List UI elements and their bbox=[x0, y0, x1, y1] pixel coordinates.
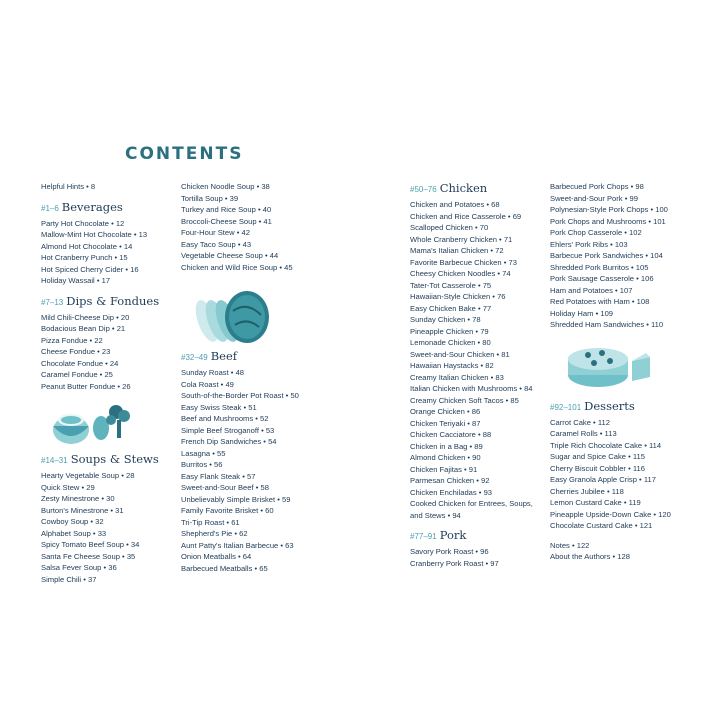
toc-entry[interactable]: Beef and Mushrooms • 52 bbox=[181, 414, 269, 423]
section-title: Dips & Fondues bbox=[66, 293, 160, 308]
section-number: #14–31 bbox=[41, 456, 68, 465]
toc-entry[interactable]: Chicken and Potatoes • 68 bbox=[410, 200, 500, 209]
section-heading-desserts[interactable] bbox=[550, 399, 685, 415]
desserts-list bbox=[550, 417, 685, 532]
toc-entry[interactable]: Cola Roast • 49 bbox=[181, 379, 234, 389]
toc-entry[interactable]: Sunday Roast • 48 bbox=[181, 368, 245, 377]
toc-entry[interactable]: Chocolate Custard Cake • 121 bbox=[550, 521, 653, 530]
beef-list bbox=[181, 367, 311, 574]
toc-entry[interactable]: Hot Cranberry Punch • 15 bbox=[41, 253, 128, 262]
toc-entry[interactable]: Caramel Rolls • 113 bbox=[550, 429, 617, 438]
toc-column-2 bbox=[181, 181, 311, 574]
toc-entry[interactable]: Cooked Chicken for Entrees, Soups, and Stews • 94 bbox=[410, 499, 533, 520]
toc-entry[interactable]: Chicken Noodle Soup • 38 bbox=[181, 182, 270, 191]
toc-entry[interactable]: About the Authors • 128 bbox=[550, 552, 630, 561]
toc-entry[interactable]: Pork Sausage Casserole • 106 bbox=[550, 274, 654, 283]
toc-entry[interactable]: Shepherd's Pie • 62 bbox=[181, 529, 248, 538]
toc-entry[interactable]: Hawaiian Haystacks • 82 bbox=[410, 361, 494, 370]
toc-entry[interactable]: Hearty Vegetable Soup • 28 bbox=[41, 471, 135, 480]
toc-entry[interactable]: Onion Meatballs • 64 bbox=[181, 552, 252, 561]
toc-entry[interactable]: Burton's Minestrone • 31 bbox=[41, 505, 124, 515]
toc-entry[interactable]: Easy Granola Apple Crisp • 117 bbox=[550, 475, 656, 484]
pork-continued-list bbox=[550, 181, 685, 331]
toc-column-1 bbox=[41, 181, 176, 585]
toc-entry[interactable]: Peanut Butter Fondue • 26 bbox=[41, 381, 131, 391]
toc-entry[interactable]: Pineapple Upside-Down Cake • 120 bbox=[550, 509, 671, 519]
toc-entry[interactable]: Sunday Chicken • 78 bbox=[410, 315, 481, 324]
toc-entry[interactable]: Lemonade Chicken • 80 bbox=[410, 338, 491, 347]
section-title: Chicken bbox=[439, 181, 488, 195]
toc-entry[interactable]: Aunt Patty's Italian Barbecue • 63 bbox=[181, 540, 294, 550]
toc-entry[interactable]: Santa Fe Cheese Soup • 35 bbox=[41, 551, 136, 561]
section-heading-beverages[interactable] bbox=[41, 200, 176, 216]
section-number: #77–91 bbox=[410, 532, 437, 541]
toc-entry[interactable]: Cherry Biscuit Cobbler • 116 bbox=[550, 463, 645, 473]
toc-entry[interactable]: Pork Chops and Mushrooms • 101 bbox=[550, 216, 666, 226]
cake-illustration bbox=[550, 337, 685, 397]
toc-entry[interactable]: Alphabet Soup • 33 bbox=[41, 528, 107, 538]
soup-illustration bbox=[41, 396, 176, 450]
toc-entry[interactable]: Barbecued Meatballs • 65 bbox=[181, 563, 268, 573]
toc-entry[interactable]: Pineapple Chicken • 79 bbox=[410, 326, 489, 336]
toc-entry[interactable]: Lemon Custard Cake • 119 bbox=[550, 498, 641, 507]
toc-entry[interactable]: Turkey and Rice Soup • 40 bbox=[181, 205, 272, 214]
toc-entry[interactable]: Simple Chili • 37 bbox=[41, 574, 97, 584]
chicken-list bbox=[410, 199, 545, 521]
toc-entry[interactable]: Almond Hot Chocolate • 14 bbox=[41, 241, 133, 251]
dips-list bbox=[41, 312, 176, 393]
toc-entry[interactable]: Burritos • 56 bbox=[181, 460, 223, 469]
pork-list bbox=[410, 546, 545, 569]
toc-entry[interactable]: Sugar and Spice Cake • 115 bbox=[550, 452, 645, 461]
soups-continued-list bbox=[181, 181, 311, 273]
toc-entry[interactable]: Mallow-Mint Hot Chocolate • 13 bbox=[41, 230, 148, 239]
outro-list bbox=[550, 540, 685, 563]
section-number: #50–76 bbox=[410, 185, 437, 194]
toc-entry[interactable]: Tri-Tip Roast • 61 bbox=[181, 517, 240, 527]
toc-entry[interactable]: Bodacious Bean Dip • 21 bbox=[41, 324, 126, 333]
toc-entry[interactable]: Easy Taco Soup • 43 bbox=[181, 239, 252, 249]
page-title: CONTENTS bbox=[125, 144, 244, 164]
toc-entry[interactable]: Cowboy Soup • 32 bbox=[41, 517, 104, 526]
section-number: #1–6 bbox=[41, 203, 59, 213]
section-title: Desserts bbox=[584, 398, 635, 413]
toc-entry[interactable]: Barbecued Pork Chops • 98 bbox=[550, 182, 644, 191]
toc-entry[interactable]: Cheese Fondue • 23 bbox=[41, 347, 111, 356]
toc-entry[interactable]: Chocolate Fondue • 24 bbox=[41, 358, 119, 368]
toc-entry[interactable]: Caramel Fondue • 25 bbox=[41, 370, 113, 379]
toc-entry[interactable]: Vegetable Cheese Soup • 44 bbox=[181, 251, 279, 260]
toc-entry[interactable]: Chicken Teriyaki • 87 bbox=[410, 418, 481, 428]
toc-entry[interactable]: Helpful Hints • 8 bbox=[41, 182, 96, 191]
toc-entry[interactable]: Scalloped Chicken • 70 bbox=[410, 223, 489, 232]
toc-entry[interactable]: Creamy Chicken Soft Tacos • 85 bbox=[410, 395, 519, 405]
toc-entry[interactable]: Ehlers' Pork Ribs • 103 bbox=[550, 239, 628, 249]
toc-entry[interactable]: Parmesan Chicken • 92 bbox=[410, 476, 490, 485]
toc-entry[interactable]: Chicken and Wild Rice Soup • 45 bbox=[181, 262, 293, 272]
toc-entry[interactable]: Hawaiian-Style Chicken • 76 bbox=[410, 292, 506, 301]
toc-entry[interactable]: Family Favorite Brisket • 60 bbox=[181, 506, 274, 515]
toc-entry[interactable]: Cranberry Pork Roast • 97 bbox=[410, 558, 499, 568]
intro-list bbox=[41, 181, 176, 193]
toc-entry[interactable]: Simple Beef Stroganoff • 53 bbox=[181, 425, 275, 435]
toc-entry[interactable]: Sweet-and-Sour Chicken • 81 bbox=[410, 349, 510, 359]
section-number: #7–13 bbox=[41, 297, 64, 307]
toc-entry[interactable]: Red Potatoes with Ham • 108 bbox=[550, 297, 650, 306]
toc-entry[interactable]: Pork Chop Casserole • 102 bbox=[550, 228, 642, 237]
toc-entry[interactable]: Orange Chicken • 86 bbox=[410, 407, 481, 416]
toc-entry[interactable]: Favorite Barbecue Chicken • 73 bbox=[410, 257, 517, 267]
toc-entry[interactable]: Easy Flank Steak • 57 bbox=[181, 471, 256, 481]
soups-list bbox=[41, 470, 176, 585]
section-heading-pork[interactable] bbox=[410, 528, 545, 544]
toc-entry[interactable]: Barbecue Pork Sandwiches • 104 bbox=[550, 251, 663, 260]
toc-entry[interactable]: Notes • 122 bbox=[550, 540, 590, 550]
toc-entry[interactable]: Spicy Tomato Beef Soup • 34 bbox=[41, 540, 140, 549]
toc-entry[interactable]: Easy Chicken Bake • 77 bbox=[410, 303, 492, 313]
toc-entry[interactable]: Chicken Fajitas • 91 bbox=[410, 464, 478, 474]
section-number: #32–49 bbox=[181, 353, 208, 362]
section-heading-beef[interactable] bbox=[181, 349, 311, 365]
toc-entry[interactable]: Cheesy Chicken Noodles • 74 bbox=[410, 269, 511, 278]
toc-entry[interactable]: Sweet-and-Sour Beef • 58 bbox=[181, 483, 269, 492]
toc-entry[interactable]: Unbelievably Simple Brisket • 59 bbox=[181, 494, 291, 504]
section-title: Pork bbox=[439, 528, 467, 542]
toc-entry[interactable]: Chicken Cacciatore • 88 bbox=[410, 430, 492, 439]
toc-entry[interactable]: Broccoli-Cheese Soup • 41 bbox=[181, 216, 272, 226]
section-title: Soups & Stews bbox=[70, 452, 159, 466]
beef-illustration bbox=[181, 281, 311, 347]
toc-entry[interactable]: Cherries Jubilee • 118 bbox=[550, 486, 624, 496]
section-title: Beverages bbox=[61, 199, 123, 214]
toc-entry[interactable]: Four-Hour Stew • 42 bbox=[181, 228, 250, 237]
toc-entry[interactable]: Almond Chicken • 90 bbox=[410, 453, 481, 462]
toc-entry[interactable]: Zesty Minestrone • 30 bbox=[41, 494, 115, 503]
toc-entry[interactable]: Chicken in a Bag • 89 bbox=[410, 441, 483, 451]
toc-entry[interactable]: Quick Stew • 29 bbox=[41, 482, 95, 492]
toc-entry[interactable]: Ham and Potatoes • 107 bbox=[550, 285, 633, 295]
toc-entry[interactable]: Mild Chili-Cheese Dip • 20 bbox=[41, 312, 130, 322]
toc-entry[interactable]: French Dip Sandwiches • 54 bbox=[181, 437, 277, 446]
toc-entry[interactable]: Carrot Cake • 112 bbox=[550, 417, 610, 427]
section-heading-dips[interactable] bbox=[41, 294, 176, 310]
toc-entry[interactable]: Hot Spiced Cherry Cider • 16 bbox=[41, 264, 139, 274]
toc-entry[interactable]: Easy Swiss Steak • 51 bbox=[181, 402, 257, 412]
section-heading-soups[interactable] bbox=[41, 452, 176, 468]
toc-entry[interactable]: Party Hot Chocolate • 12 bbox=[41, 218, 125, 228]
toc-entry[interactable]: Lasagna • 55 bbox=[181, 448, 226, 458]
section-number: #92–101 bbox=[550, 402, 582, 412]
toc-entry[interactable]: Mama's Italian Chicken • 72 bbox=[410, 246, 504, 255]
toc-entry[interactable]: Chicken and Rice Casserole • 69 bbox=[410, 211, 522, 221]
toc-entry[interactable]: Polynesian-Style Pork Chops • 100 bbox=[550, 205, 668, 214]
toc-entry[interactable]: Salsa Fever Soup • 36 bbox=[41, 563, 117, 572]
toc-entry[interactable]: Chicken Enchiladas • 93 bbox=[410, 487, 493, 497]
toc-entry[interactable]: Whole Cranberry Chicken • 71 bbox=[410, 234, 513, 244]
toc-entry[interactable]: Shredded Ham Sandwiches • 110 bbox=[550, 320, 664, 329]
toc-entry[interactable]: Pizza Fondue • 22 bbox=[41, 335, 103, 345]
toc-entry[interactable]: Tortilla Soup • 39 bbox=[181, 193, 239, 203]
beverages-list bbox=[41, 218, 176, 287]
toc-entry[interactable]: Shredded Pork Burritos • 105 bbox=[550, 262, 649, 272]
toc-entry[interactable]: Holiday Ham • 109 bbox=[550, 308, 614, 318]
toc-entry[interactable]: Creamy Italian Chicken • 83 bbox=[410, 372, 504, 382]
toc-entry[interactable]: South-of-the-Border Pot Roast • 50 bbox=[181, 391, 299, 400]
toc-column-4 bbox=[550, 181, 685, 563]
toc-entry[interactable]: Sweet-and-Sour Pork • 99 bbox=[550, 193, 638, 203]
section-heading-chicken[interactable] bbox=[410, 181, 545, 197]
toc-entry[interactable]: Italian Chicken with Mushrooms • 84 bbox=[410, 384, 533, 393]
toc-entry[interactable]: Savory Pork Roast • 96 bbox=[410, 547, 489, 556]
toc-entry[interactable]: Tater-Tot Casserole • 75 bbox=[410, 280, 492, 290]
section-title: Beef bbox=[210, 349, 238, 363]
toc-column-3 bbox=[410, 181, 545, 569]
toc-entry[interactable]: Holiday Wassail • 17 bbox=[41, 276, 111, 285]
toc-entry[interactable]: Triple Rich Chocolate Cake • 114 bbox=[550, 440, 662, 450]
